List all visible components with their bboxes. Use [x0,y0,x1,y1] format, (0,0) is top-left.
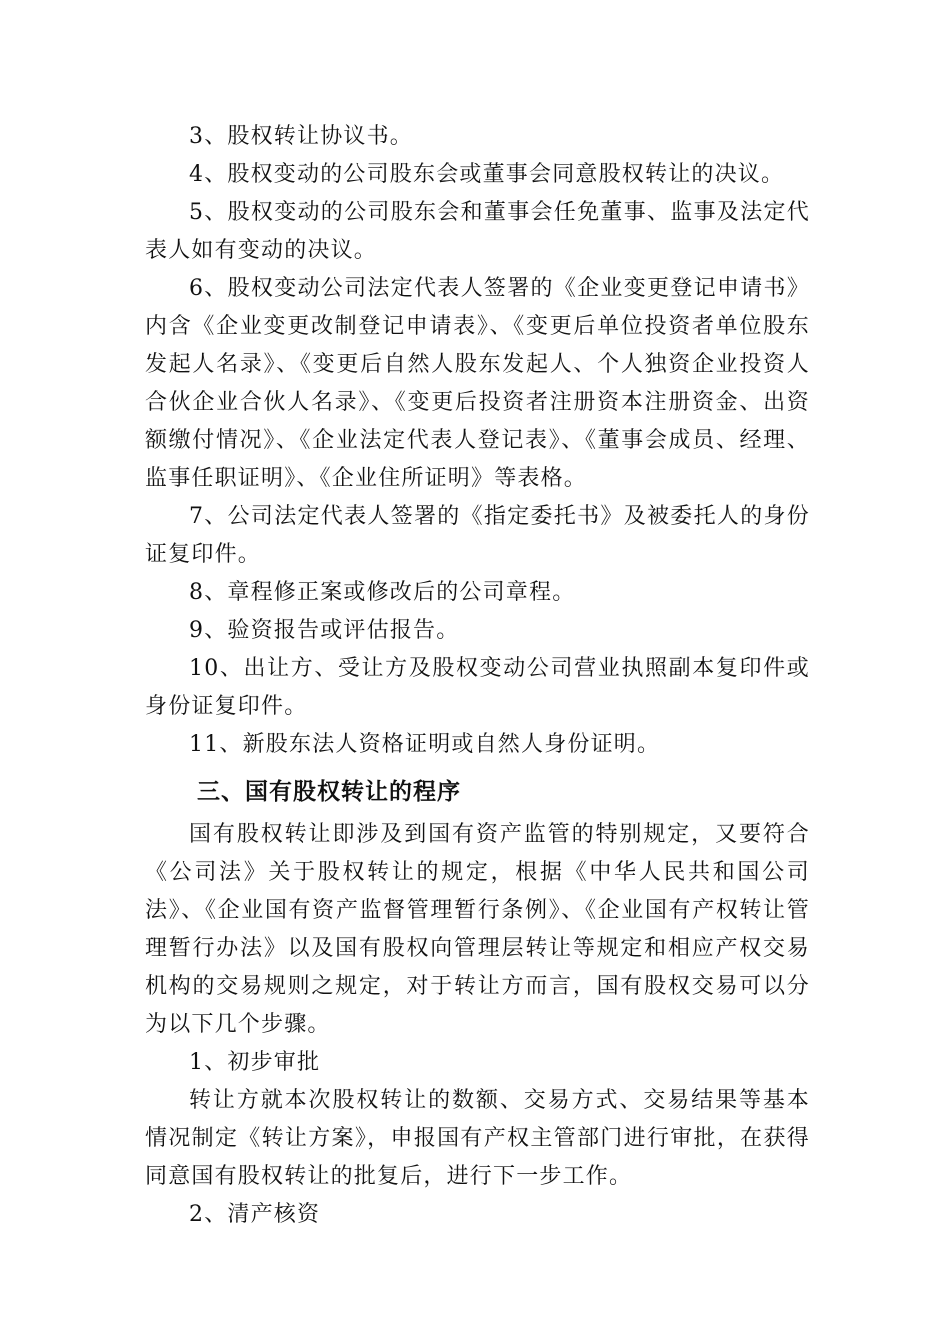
list-item-5: 5、股权变动的公司股东会和董事会任免董事、监事及法定代表人如有变动的决议。 [145,200,810,263]
list-item-10: 10、出让方、受让方及股权变动公司营业执照副本复印件或身份证复印件。 [145,656,810,719]
section-heading: 三、国有股权转让的程序 [197,779,461,805]
list-item-9: 9、验资报告或评估报告。 [189,618,460,643]
list-item-8: 8、章程修正案或修改后的公司章程。 [189,580,576,605]
document-page [145,118,810,1234]
list-item-3: 3、股权转让协议书。 [189,124,413,149]
list-item-4: 4、股权变动的公司股东会或董事会同意股权转让的决议。 [189,162,785,187]
intro-paragraph: 国有股权转让即涉及到国有资产监管的特别规定，又要符合《公司法》关于股权转让的规定，根据《中华人民共和国公司法》、《企业国有资产监督管理暂行条例》、《企业国有产权转让管理暂行办法》以及国有股权向管理层转让等规定和相应产权交易机构的交易规则之规定，对于转让方而言，国有股权交易可以分为以下几个步骤。 [145,822,810,1037]
step2-title: 2、清产核资 [189,1202,321,1227]
list-item-6: 6、股权变动公司法定代表人签署的《企业变更登记申请书》内含《企业变更改制登记申请表》、《变更后单位投资者单位股东发起人名录》、《变更后自然人股东发起人、个人独资企业投资人合伙企业合伙人名录》、《变更后投资者注册资本注册资金、出资额缴付情况》、《企业法定代表人登记表》、《董事会成员、经理、监事任职证明》、《企业住所证明》等表格。 [145,276,810,491]
list-item-7: 7、公司法定代表人签署的《指定委托书》及被委托人的身份证复印件。 [145,504,810,567]
step1-body: 转让方就本次股权转让的数额、交易方式、交易结果等基本情况制定《转让方案》，申报国有产权主管部门进行审批，在获得同意国有股权转让的批复后，进行下一步工作。 [145,1088,810,1189]
list-item-11: 11、新股东法人资格证明或自然人身份证明。 [189,732,661,757]
step1-title: 1、初步审批 [189,1050,321,1075]
